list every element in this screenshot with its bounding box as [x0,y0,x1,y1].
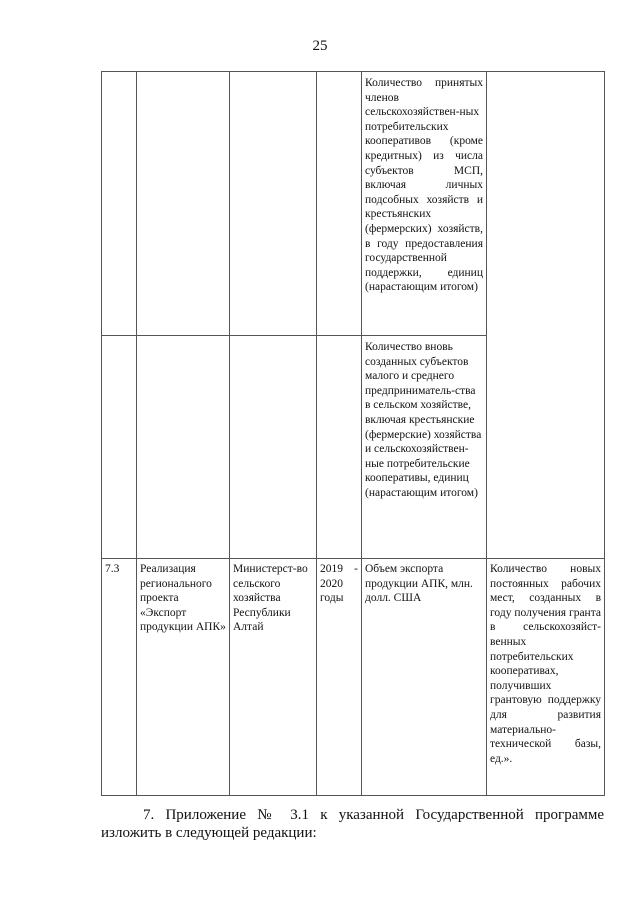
table-cell [137,336,230,559]
page-number: 25 [312,38,328,54]
table-cell [230,72,317,336]
indicator: Объем экспорта продукции АПК, млн. долл. США [362,559,487,796]
executor: Министерст-во сельского хозяйства Республики Алтай [230,559,317,796]
program-table [101,71,605,796]
table-row [102,559,605,796]
paragraph-text: 7. Приложение № 3.1 к указанной Государственной программе изложить в следующей редакции: [101,807,604,841]
table-cell [317,336,362,559]
table-cell [102,336,137,559]
table-row [102,72,605,336]
row-number: 7.3 [102,559,137,796]
measure-name: Реализация регионального проекта «Экспорт продукции АПК» [137,559,230,796]
period: 2019 - 2020 годы [317,559,362,796]
table-cell [487,72,605,559]
table-cell [230,336,317,559]
table-cell [102,72,137,336]
indicator-cell: Количество принятых членов сельскохозяйствен-ных потребительских кооперативов (кроме кредитных) из числа субъектов МСП, включая личных подсобных хозяйств и крестьянских (фермерских) хозяйств, в году предоставления государственной поддержки, единиц (нарастающим итогом) [362,72,487,336]
table-cell [137,72,230,336]
table-cell [317,72,362,336]
body-paragraph [101,806,604,842]
indicator-cell: Количество вновь созданных субъектов малого и среднего предприниматель-ства в сельском хозяйстве, включая крестьянские (фермерские) хозяйства и сельскохозяйствен-ные потребительские кооперативы, единиц (нарастающим итогом) [362,336,487,559]
result: Количество новых постоянных рабочих мест, созданных в году получения гранта в сельскохозяйст-венных потребительских кооперативах, получивших грантовую поддержку для развития материально-технической базы, ед.». [487,559,605,796]
